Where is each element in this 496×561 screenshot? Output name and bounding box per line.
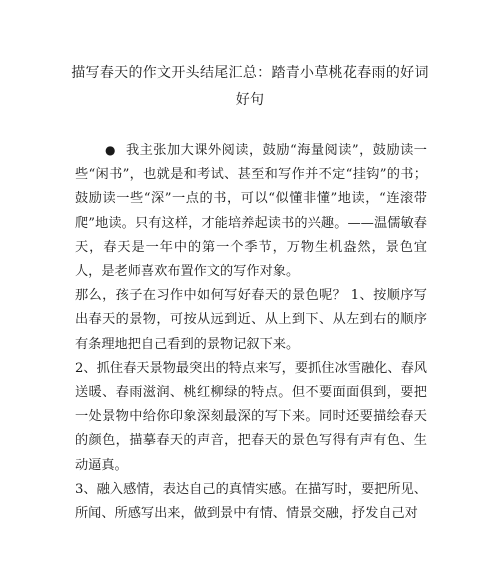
paragraph-2: 那么，孩子在习作中如何写好春天的景色呢？ 1、按顺序写出春天的景物，可按从远到近、从上到下、从左到右的顺序有条理地把自己看到的景物记叙下来。	[75, 288, 427, 352]
document-title: 描写春天的作文开头结尾汇总：踏青小草桃花春雨的好词好句	[71, 65, 429, 108]
document-body	[75, 138, 427, 526]
paragraph-1	[75, 138, 427, 284]
paragraph-4: 3、融入感情，表达自己的真情实感。在描写时，要把所见、所闻、所感写出来，做到景中有情、情景交融，抒发自己对	[75, 481, 427, 522]
paragraph-3: 2、抓住春天景物最突出的特点来写，要抓住冰雪融化、春风送暖、春雨滋润、桃红柳绿的特点。但不要面面俱到，要把一处景物中给你印象深刻最深的写下来。同时还要描绘春天的颜色，描摹春天的声音，把春天的景色写得有声有色、生动逼真。	[75, 360, 427, 473]
bullet-icon: ●	[105, 143, 116, 157]
paragraph-1-text: 我主张加大课外阅读，鼓励“海量阅读”，鼓励读一些“闲书”，也就是和考试、甚至和写作并不定“挂钩”的书；鼓励读一些“深”一点的书，可以“似懂非懂”地读，“连滚带爬”地读。只有这样，才能培养起读书的兴趣。——温儒敏春天，春天是一年中的第一个季节，万物生机盎然，景色宜人，是老师喜欢布置作文的写作对象。	[75, 143, 427, 280]
